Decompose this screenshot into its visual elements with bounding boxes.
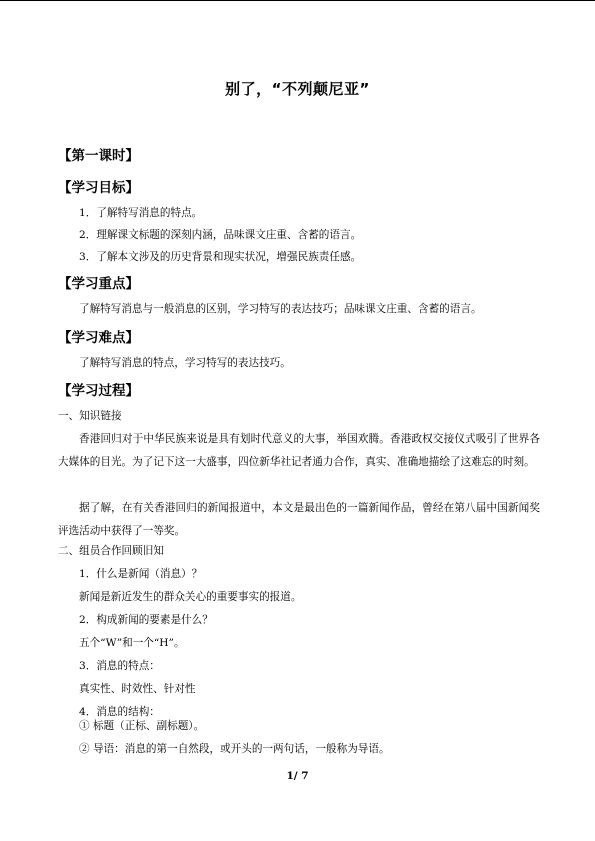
answer-3: 真实性、时效性、针对性 bbox=[79, 683, 196, 695]
lesson-heading: 【第一课时】 bbox=[58, 148, 139, 164]
answer-2: 五个“W”和一个“H”。 bbox=[79, 637, 185, 649]
question-3: 3．消息的特点： bbox=[79, 660, 160, 672]
knowledge-paragraph-1: 香港回归对于中华民族来说是具有划时代意义的大事，举国欢腾。香港政权交接仪式吸引了世界各大媒体的目光。为了记下这一大盛事，四位新华社记者通力合作，真实、准确地描绘了这难忘的时刻。 bbox=[58, 433, 540, 468]
key-points-heading: 【学习重点】 bbox=[58, 276, 139, 292]
top-rule bbox=[0, 0, 595, 1]
structure-item-2: ② 导语：消息的第一自然段，或开头的一两句话，一般称为导语。 bbox=[79, 743, 390, 755]
difficulties-text: 了解特写消息的特点，学习特写的表达技巧。 bbox=[79, 357, 291, 369]
goals-heading: 【学习目标】 bbox=[58, 180, 139, 196]
knowledge-paragraph-2: 据了解，在有关香港回归的新闻报道中，本文是最出色的一篇新闻作品，曾经在第八届中国新闻奖评选活动中获得了一等奖。 bbox=[58, 502, 540, 537]
answer-1: 新闻是新近发生的群众关心的重要事实的报道。 bbox=[79, 591, 302, 603]
section-review-heading: 二、组员合作回顾旧知 bbox=[58, 545, 164, 557]
question-4: 4．消息的结构： bbox=[79, 706, 160, 718]
question-2: 2．构成新闻的要素是什么？ bbox=[79, 614, 213, 626]
page-title: 别了，“不列颠尼亚” bbox=[225, 80, 370, 98]
page-number: 1/ 7 bbox=[286, 770, 309, 782]
process-heading: 【学习过程】 bbox=[58, 383, 139, 399]
goal-item-2: 2．理解课文标题的深刻内涵，品味课文庄重、含蓄的语言。 bbox=[79, 229, 362, 241]
goal-item-1: 1．了解特写消息的特点。 bbox=[79, 207, 203, 219]
question-1: 1．什么是新闻（消息）？ bbox=[79, 568, 203, 580]
difficulties-heading: 【学习难点】 bbox=[58, 330, 139, 346]
key-points-text: 了解特写消息与一般消息的区别，学习特写的表达技巧；品味课文庄重、含蓄的语言。 bbox=[79, 303, 482, 315]
goal-item-3: 3．了解本文涉及的历史背景和现实状况，增强民族责任感。 bbox=[79, 251, 362, 263]
section-knowledge-heading: 一、知识链接 bbox=[58, 410, 122, 422]
structure-item-1: ① 标题（正标、副标题）。 bbox=[79, 720, 205, 732]
